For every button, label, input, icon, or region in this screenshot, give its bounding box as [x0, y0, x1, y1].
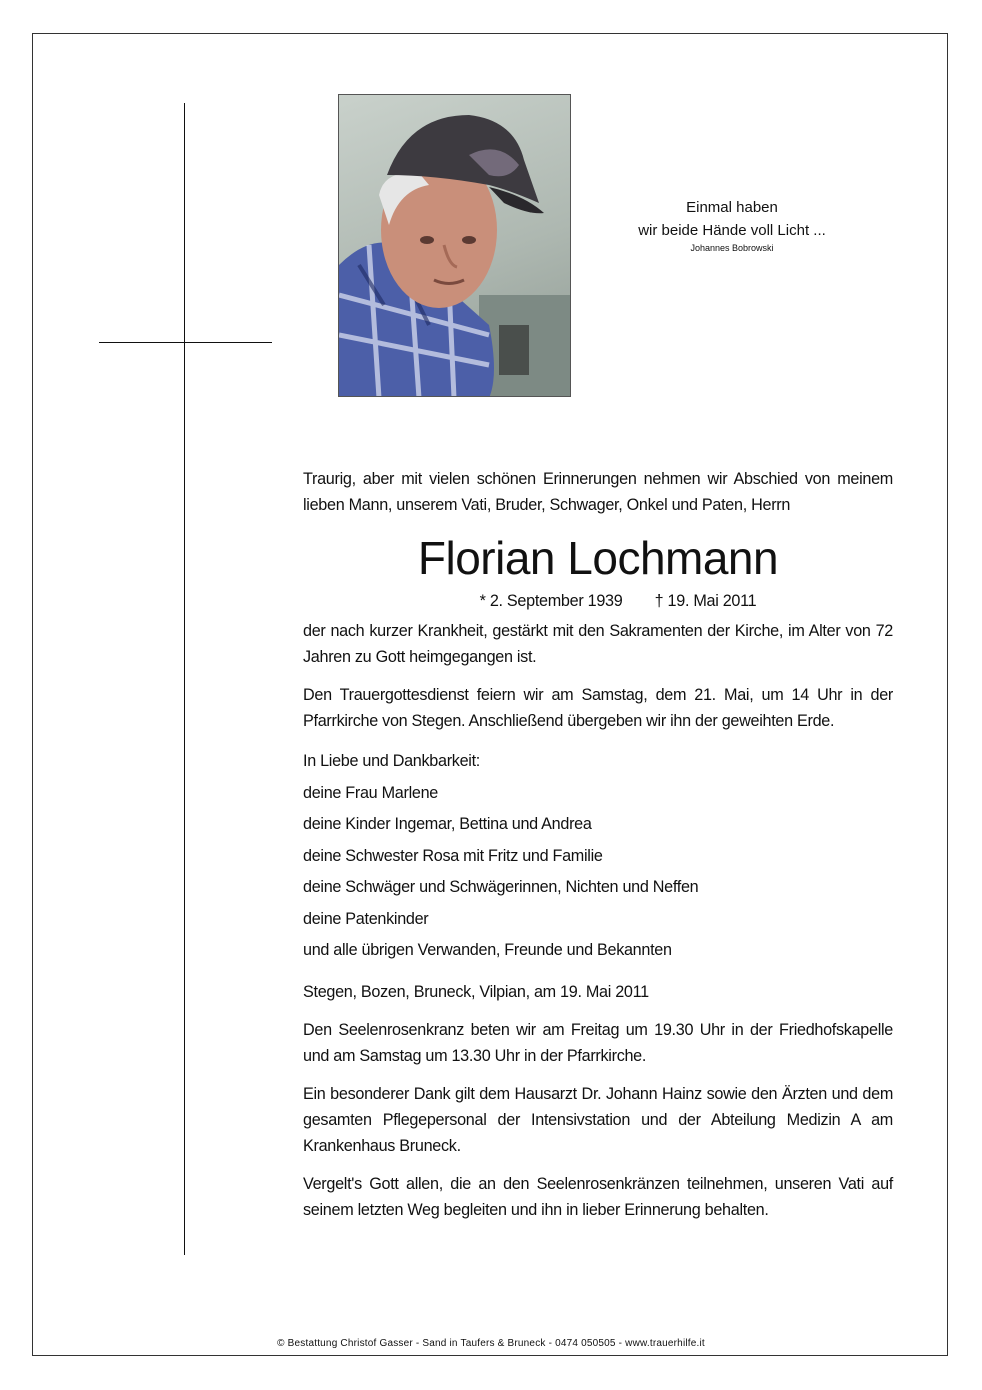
quote-line-1: Einmal haben: [686, 199, 778, 216]
quote-author: Johannes Bobrowski: [690, 243, 774, 253]
service-paragraph: Den Trauergottesdienst feiern wir am Samstag, dem 21. Mai, um 14 Uhr in der Pfarrkirche von Stegen. Anschließend übergeben wir ihn der geweihten Erde.: [303, 686, 893, 730]
mourner-line: In Liebe und Dankbarkeit:: [303, 752, 480, 770]
mourner-line: und alle übrigen Verwanden, Freunde und Bekannten: [303, 941, 672, 959]
footer-credit: © Bestattung Christof Gasser - Sand in Taufers & Bruneck - 0474 050505 - www.trauerhilfe.it: [277, 1338, 705, 1349]
cross-vertical-bar: [184, 103, 185, 1255]
quote-block: [600, 196, 864, 254]
mourner-line: deine Schwester Rosa mit Fritz und Familie: [303, 846, 603, 865]
mourner-line: deine Kinder Ingemar, Bettina und Andrea: [303, 815, 592, 833]
death-paragraph: der nach kurzer Krankheit, gestärkt mit den Sakramenten der Kirche, im Alter von 72 Jahren zu Gott heimgegangen ist.: [303, 622, 893, 666]
portrait-photo: [338, 94, 571, 397]
life-dates: [303, 588, 893, 614]
birth-date: * 2. September 1939: [479, 592, 623, 610]
mourner-line: deine Schwäger und Schwägerinnen, Nichten und Neffen: [303, 878, 699, 896]
death-date: † 19. Mai 2011: [654, 592, 757, 610]
mourner-line: deine Patenkinder: [303, 909, 429, 928]
closing-paragraph: Vergelt's Gott allen, die an den Seelenrosenkränzen teilnehmen, unseren Vati auf seinem letzten Weg begleiten und ihn in lieber Erinnerung behalten.: [303, 1174, 893, 1219]
cross-horizontal-bar: [99, 342, 272, 343]
mourner-line: deine Frau Marlene: [303, 783, 438, 802]
thanks-paragraph: Ein besonderer Dank gilt dem Hausarzt Dr. Johann Hainz sowie den Ärzten und dem gesamten Pflegepersonal der Intensivstation und der Abteilung Medizin A am Krankenhaus Bruneck.: [303, 1084, 893, 1155]
deceased-name: Florian Lochmann: [417, 532, 779, 584]
quote-line-2: wir beide Hände voll Licht ...: [638, 222, 826, 239]
place-date: Stegen, Bozen, Bruneck, Vilpian, am 19. Mai 2011: [303, 982, 649, 1001]
obituary-text: [303, 466, 893, 1223]
mourners-list: [303, 746, 893, 967]
intro-paragraph: Traurig, aber mit vielen schönen Erinnerungen nehmen wir Abschied von meinem lieben Mann, unserem Vati, Bruder, Schwager, Onkel und Paten, Herrn: [303, 470, 893, 514]
rosary-paragraph: Den Seelenrosenkranz beten wir am Freitag um 19.30 Uhr in der Friedhofskapelle und am Samstag um 13.30 Uhr in der Pfarrkirche.: [303, 1020, 893, 1065]
